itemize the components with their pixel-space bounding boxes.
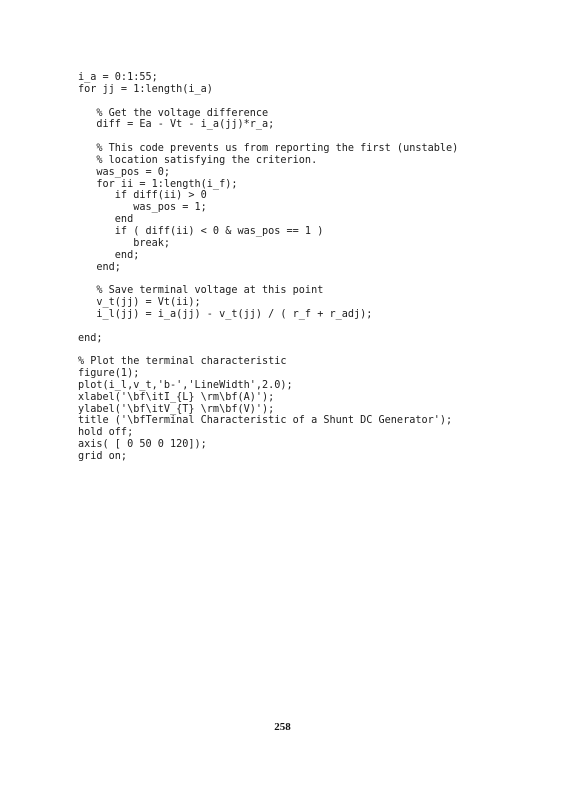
code-line — [78, 96, 458, 108]
code-line: plot(i_l,v_t,'b-','LineWidth',2.0); — [78, 379, 293, 391]
code-line: end — [78, 214, 134, 226]
code-line — [78, 321, 458, 333]
code-line: % Get the voltage difference — [78, 107, 269, 119]
code-line: if ( diff(ii) < 0 & was_pos == 1 ) — [78, 225, 324, 237]
code-line: v_t(jj) = Vt(ii); — [78, 297, 201, 309]
code-listing — [78, 72, 458, 463]
code-line: for jj = 1:length(i_a) — [78, 83, 213, 95]
code-line: % location satisfying the criterion. — [78, 154, 318, 166]
code-line: xlabel('\bf\itI_{L} \rm\bf(A)'); — [78, 391, 275, 403]
code-line: end; — [78, 249, 140, 261]
code-line: i_a = 0:1:55; — [78, 72, 158, 83]
code-line: diff = Ea - Vt - i_a(jj)*r_a; — [78, 119, 275, 131]
code-line: break; — [78, 237, 171, 249]
code-line: i_l(jj) = i_a(jj) - v_t(jj) / ( r_f + r_adj); — [78, 308, 373, 320]
code-line: axis( [ 0 50 0 120]); — [78, 439, 207, 451]
code-line — [78, 131, 458, 143]
code-line: end; — [78, 261, 121, 273]
code-line: was_pos = 1; — [78, 202, 207, 214]
code-line: was_pos = 0; — [78, 166, 171, 178]
code-line — [78, 273, 458, 285]
code-line: % Plot the terminal characteristic — [78, 356, 287, 368]
code-line: hold off; — [78, 427, 134, 439]
code-line: grid on; — [78, 451, 128, 462]
code-line — [78, 344, 458, 356]
code-line: ylabel('\bf\itV_{T} \rm\bf(V)'); — [78, 403, 275, 415]
page-number: 258 — [274, 721, 291, 733]
code-line: end; — [78, 332, 103, 344]
code-line: if diff(ii) > 0 — [78, 190, 207, 202]
code-line: for ii = 1:length(i_f); — [78, 178, 238, 190]
code-line: title ('\bfTerminal Characteristic of a Shunt DC Generator'); — [78, 415, 453, 427]
code-line: % Save terminal voltage at this point — [78, 285, 324, 297]
code-line: % This code prevents us from reporting the first (unstable) — [78, 143, 459, 155]
code-line: figure(1); — [78, 368, 140, 380]
